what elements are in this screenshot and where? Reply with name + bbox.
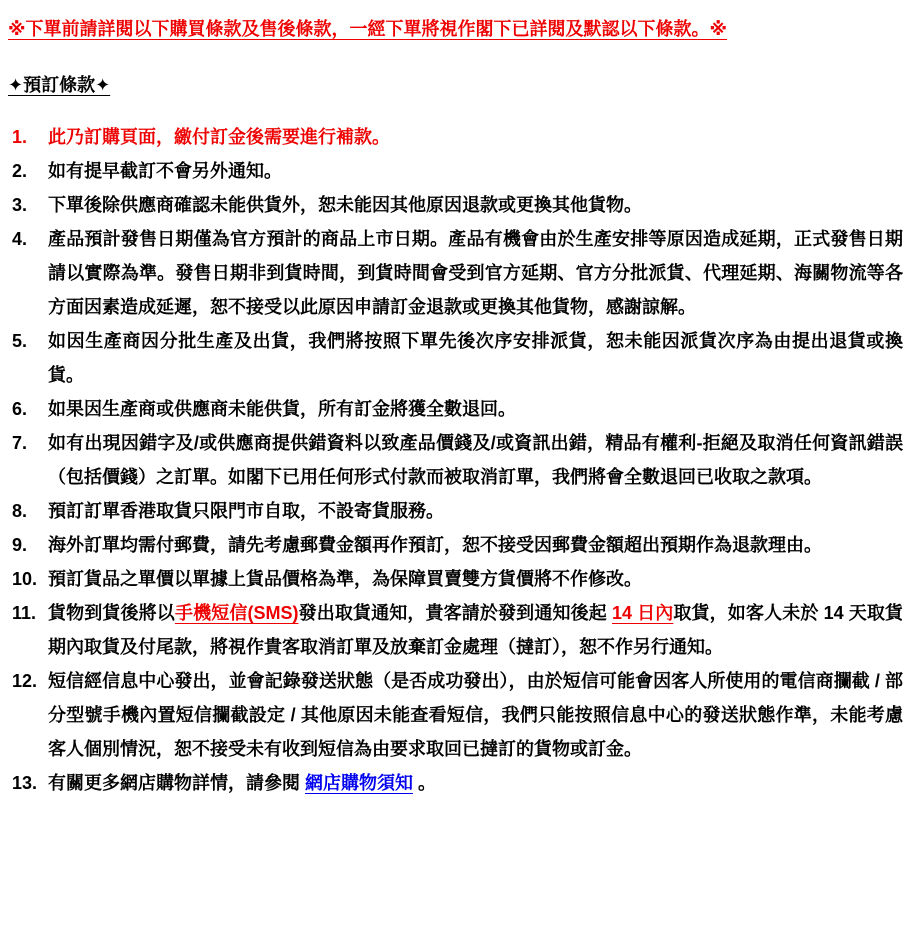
term-number: 10. <box>12 569 38 589</box>
term-item-11 <box>8 596 903 664</box>
term-text: 預訂訂單香港取貨只限門市自取，不設寄貨服務。 <box>48 501 444 521</box>
term-text: 預訂貨品之單價以單據上貨品價格為準，為保障買賣雙方貨價將不作修改。 <box>48 569 642 589</box>
term-number: 8. <box>12 501 28 521</box>
term-item-5 <box>8 324 903 392</box>
term-number: 7. <box>12 433 28 453</box>
sms-highlight: 手機短信(SMS) <box>174 603 299 623</box>
term-number: 6. <box>12 399 28 419</box>
term-number: 4. <box>12 229 28 249</box>
term-item-12 <box>8 664 903 766</box>
term-text: 有關更多網店購物詳情，請參閱 <box>48 773 305 793</box>
term-text: 。 <box>413 773 437 793</box>
term-number: 5. <box>12 331 28 351</box>
term-item-4 <box>8 222 903 324</box>
term-number: 13. <box>12 773 38 793</box>
term-text: 海外訂單均需付郵費，請先考慮郵費金額再作預訂，恕不接受因郵費金額超出預期作為退款理由。 <box>48 535 822 555</box>
term-item-6 <box>8 392 903 426</box>
term-text: 如有提早截訂不會另外通知。 <box>48 161 282 181</box>
term-number: 11. <box>12 603 37 623</box>
term-item-9 <box>8 528 903 562</box>
term-text: 產品預計發售日期僅為官方預計的商品上市日期。產品有機會由於生產安排等原因造成延期，正式發售日期請以實際為準。發售日期非到貨時間，到貨時間會受到官方延期、官方分批派貨、代理延期、海關物流等各方面因素造成延遲，恕不接受以此原因申請訂金退款或更換其他貨物，感謝諒解。 <box>48 229 903 317</box>
term-number: 9. <box>12 535 28 555</box>
term-text: 下單後除供應商確認未能供貨外，恕未能因其他原因退款或更換其他貨物。 <box>48 195 642 215</box>
term-item-8 <box>8 494 903 528</box>
term-text: 如果因生產商或供應商未能供貨，所有訂金將獲全數退回。 <box>48 399 516 419</box>
term-number: 3. <box>12 195 28 215</box>
term-text: 貨物到貨後將以 <box>48 603 175 623</box>
term-item-7 <box>8 426 903 494</box>
shop-guide-link[interactable]: 網店購物須知 <box>305 773 413 793</box>
term-text: 此乃訂購頁面，繳付訂金後需要進行補款。 <box>48 127 390 147</box>
deadline-highlight: 14 日內 <box>611 603 674 623</box>
warning-header: ※下單前請詳閱以下購買條款及售後條款，一經下單將視作閣下已詳閱及默認以下條款。※ <box>8 19 727 39</box>
term-number: 12. <box>12 671 38 691</box>
term-item-3 <box>8 188 903 222</box>
term-text: 如因生產商因分批生產及出貨，我們將按照下單先後次序安排派貨，恕未能因派貨次序為由提出退貨或換貨。 <box>48 331 903 385</box>
term-number: 2. <box>12 161 28 181</box>
terms-list <box>8 120 903 800</box>
term-item-1 <box>8 120 903 154</box>
term-text: 發出取貨通知，貴客請於發到通知後起 <box>298 603 612 623</box>
term-text: 取貨，如客人未於 14 天取貨期內取貨及付尾款，將視作貴客取消訂單及放棄訂金處理（撻訂），恕不作另行通知。 <box>48 603 904 657</box>
term-number: 1. <box>12 127 28 147</box>
term-item-10 <box>8 562 903 596</box>
section-title: ✦預訂條款✦ <box>8 75 111 95</box>
term-text: 短信經信息中心發出，並會記錄發送狀態（是否成功發出），由於短信可能會因客人所使用的電信商攔截 / 部分型號手機內置短信攔截設定 / 其他原因未能查看短信，我們只能按照信息中心的發送狀態作準，未能考慮客人個別情況，恕不接受未有收到短信為由要求取回已撻訂的貨物或訂金。 <box>48 671 903 759</box>
term-item-13 <box>8 766 903 800</box>
term-text: 如有出現因錯字及/或供應商提供錯資料以致產品價錢及/或資訊出錯，精品有權利-拒絕及取消任何資訊錯誤（包括價錢）之訂單。如閣下已用任何形式付款而被取消訂單，我們將會全數退回已收取之款項。 <box>48 433 903 487</box>
term-item-2 <box>8 154 903 188</box>
